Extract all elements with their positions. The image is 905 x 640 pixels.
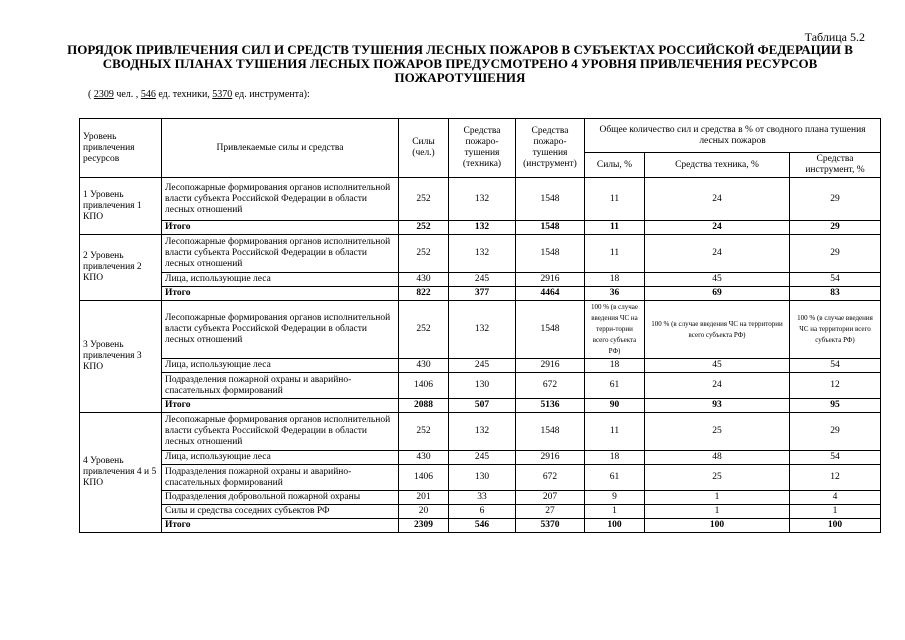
header-pct-tools: Средства инструмент, % xyxy=(790,153,881,178)
header-forces: Привлекаемые силы и средства xyxy=(162,119,399,178)
table-row: Подразделения пожарной охраны и аварийно-спасательных формирований 1406 130 672 61 25 12 xyxy=(80,465,881,491)
total-row: Итого 2088 507 5136 90 93 95 xyxy=(80,399,881,413)
table-row: Подразделения добровольной пожарной охраны 201 33 207 9 1 4 xyxy=(80,491,881,505)
table-row: Подразделения пожарной охраны и аварийно-спасательных формирований 1406 130 672 61 24 12 xyxy=(80,373,881,399)
total-row: Итого 2309 546 5370 100 100 100 xyxy=(80,519,881,533)
summary-line: ( 2309 чел. , 546 ед. техники, 5370 ед. инструмента): xyxy=(88,89,310,100)
table-row: Лица, использующие леса 430 245 2916 18 45 54 xyxy=(80,273,881,287)
table-row: 1 Уровень привлечения 1 КПО Лесопожарные формирования органов исполнительной власти субъекта Российской Федерации в области лесных отношений 252 132 1548 11 24 29 xyxy=(80,178,881,221)
header-pct-tech: Средства техника, % xyxy=(645,153,790,178)
total-row: Итого 822 377 4464 36 69 83 xyxy=(80,287,881,301)
table-number: Таблица 5.2 xyxy=(804,30,865,44)
header-tools: Средства пожаро-тушения (инструмент) xyxy=(516,119,585,178)
table-row: Лица, использующие леса 430 245 2916 18 45 54 xyxy=(80,359,881,373)
document-title: ПОРЯДОК ПРИВЛЕЧЕНИЯ СИЛ И СРЕДСТВ ТУШЕНИЯ ЛЕСНЫХ ПОЖАРОВ В СУБЪЕКТАХ РОССИЙСКОЙ ФЕДЕРАЦИИ В СВОДНЫХ ПЛАНАХ ТУШЕНИЯ ЛЕСНЫХ ПОЖАРОВ ПРЕДУСМОТРЕНО 4 УРОВНЯ ПРИВЛЕЧЕНИЯ РЕСУРСОВ ПОЖАРОТУШЕНИЯ xyxy=(67,42,853,85)
table-row: 4 Уровень привлечения 4 и 5 КПО Лесопожарные формирования органов исполнительной власти субъекта Российской Федерации в области лесных отношений 252 132 1548 11 25 29 xyxy=(80,413,881,451)
total-row: Итого 252 132 1548 11 24 29 xyxy=(80,221,881,235)
level-1-label: 1 Уровень привлечения 1 КПО xyxy=(80,178,162,235)
header-total-group: Общее количество сил и средства в % от сводного плана тушения лесных пожаров xyxy=(585,119,881,153)
level-2-label: 2 Уровень привлечения 2 КПО xyxy=(80,235,162,301)
header-pct-people: Силы, % xyxy=(585,153,645,178)
table-row: 2 Уровень привлечения 2 КПО Лесопожарные формирования органов исполнительной власти субъекта Российской Федерации в области лесных отношений 252 132 1548 11 24 29 xyxy=(80,235,881,273)
summary-tools: 5370 xyxy=(212,89,233,100)
table-row: 3 Уровень привлечения 3 КПО Лесопожарные формирования органов исполнительной власти субъекта Российской Федерации в области лесных отношений 252 132 1548 100 % (в случае введения ЧС на терри-тории всего субъекта РФ) 100 % (в случае введения ЧС на территории всего субъекта РФ) 100 % (в случае введения ЧС на территории всего субъекта РФ) xyxy=(80,301,881,359)
header-tech: Средства пожаро-тушения (техника) xyxy=(449,119,516,178)
level-4-label: 4 Уровень привлечения 4 и 5 КПО xyxy=(80,413,162,533)
level-3-label: 3 Уровень привлечения 3 КПО xyxy=(80,301,162,413)
header-row xyxy=(80,119,881,153)
header-level: Уровень привлечения ресурсов xyxy=(80,119,162,178)
table-row: Лица, использующие леса 430 245 2916 18 48 54 xyxy=(80,451,881,465)
summary-tech: 546 xyxy=(140,89,156,100)
table-row: Силы и средства соседних субъектов РФ 20 6 27 1 1 1 xyxy=(80,505,881,519)
summary-people: 2309 xyxy=(93,89,114,100)
header-people: Силы (чел.) xyxy=(399,119,449,178)
resources-table xyxy=(79,118,881,533)
